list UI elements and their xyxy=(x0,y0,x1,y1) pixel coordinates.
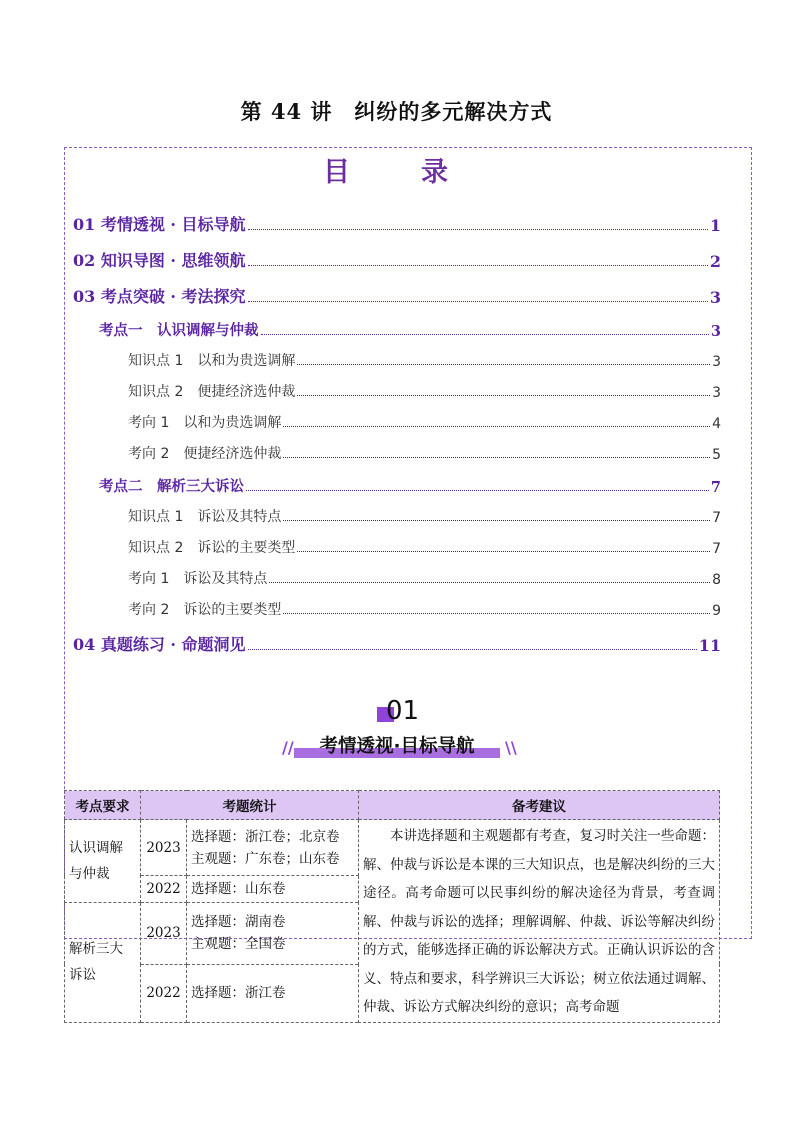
stats-line: 选择题：浙江卷；北京卷 xyxy=(191,828,340,845)
toc-leader xyxy=(269,581,710,583)
toc-item-page: 2 xyxy=(709,252,721,271)
exam-requirements-table xyxy=(64,790,720,1023)
toc-leader xyxy=(283,612,710,614)
year-cell: 2022 xyxy=(141,876,187,903)
toc-item-section-03[interactable] xyxy=(73,284,721,307)
year-cell: 2023 xyxy=(141,903,187,965)
document-title: 第 44 讲 纠纷的多元解决方式 xyxy=(240,99,553,124)
stats-line: 选择题：浙江卷 xyxy=(191,985,286,1001)
toc-item-label: 04 真题练习 · 命题洞见 xyxy=(73,635,246,654)
slash-decoration-right: \\ xyxy=(505,738,517,757)
topic-cell: 认识调解与仲裁 xyxy=(65,820,141,903)
toc-item-direction-2-2[interactable] xyxy=(128,599,721,619)
toc-item-page: 3 xyxy=(709,288,721,307)
toc-item-page: 3 xyxy=(712,385,721,401)
toc-item-label: 03 考点突破 · 考法探究 xyxy=(73,287,246,306)
toc-item-topic-1[interactable] xyxy=(99,319,721,340)
toc-leader xyxy=(297,363,710,365)
header-cell: 考题统计 xyxy=(141,791,359,820)
toc-item-label: 考点二 解析三大诉讼 xyxy=(99,478,244,495)
toc-leader xyxy=(297,394,710,396)
toc-leader xyxy=(246,489,709,491)
toc-leader xyxy=(283,456,710,458)
toc-item-page: 11 xyxy=(698,636,721,655)
toc-item-label: 考向 2 诉讼的主要类型 xyxy=(128,602,282,618)
section-title: 考情透视·目标导航 xyxy=(319,736,475,757)
toc-item-section-04[interactable] xyxy=(73,632,721,655)
toc-item-knowledge-2-2[interactable] xyxy=(128,537,721,557)
table-header-row xyxy=(65,791,720,820)
toc-item-page: 8 xyxy=(712,572,721,588)
toc-leader xyxy=(283,519,710,521)
toc-item-page: 9 xyxy=(712,603,721,619)
toc-item-direction-2-1[interactable] xyxy=(128,568,721,588)
section-number: 01 xyxy=(386,696,420,726)
toc-item-label: 知识点 2 便捷经济选仲裁 xyxy=(128,384,296,400)
year-cell: 2022 xyxy=(141,964,187,1022)
header-cell: 备考建议 xyxy=(359,791,720,820)
topic-cell: 解析三大诉讼 xyxy=(65,903,141,1023)
stats-cell xyxy=(187,876,359,903)
toc-item-knowledge-2-1[interactable] xyxy=(128,506,721,526)
section-number-badge xyxy=(377,696,420,726)
stats-cell xyxy=(187,964,359,1022)
stats-cell xyxy=(187,820,359,876)
toc-leader xyxy=(261,333,709,335)
toc-item-label: 知识点 1 诉讼及其特点 xyxy=(128,509,282,525)
section-title-badge xyxy=(290,732,504,760)
toc-item-knowledge-1-2[interactable] xyxy=(128,381,721,401)
toc-leader xyxy=(248,228,708,230)
toc-item-section-02[interactable] xyxy=(73,248,721,271)
table-row xyxy=(65,820,720,876)
toc-item-page: 5 xyxy=(712,447,721,463)
stats-line: 选择题：山东卷 xyxy=(191,881,286,897)
toc-item-page: 3 xyxy=(712,354,721,370)
toc-item-page: 7 xyxy=(712,510,721,526)
toc-item-label: 01 考情透视 · 目标导航 xyxy=(73,215,246,234)
toc-leader xyxy=(283,425,710,427)
toc-item-knowledge-1-1[interactable] xyxy=(128,350,721,370)
advice-cell: 本讲选择题和主观题都有考查，复习时关注一些命题：解、仲裁与诉讼是本课的三大知识点，也是解决纠纷的三大途径。高考命题可以民事纠纷的解决途径为背景，考查调解、仲裁与诉讼的选择；理解调解、仲裁、诉讼等解决纠纷的方式，能够选择正确的诉讼解决方式。正确认识诉讼的含义、特点和要求，科学辨识三大诉讼；树立依法通过调解、仲裁、诉讼方式解决纠纷的意识；高考命题 xyxy=(359,820,720,1023)
stats-cell xyxy=(187,903,359,965)
toc-item-page: 7 xyxy=(712,541,721,557)
toc-leader xyxy=(248,648,697,650)
toc-item-label: 考向 1 诉讼及其特点 xyxy=(128,571,268,587)
toc-item-label: 知识点 2 诉讼的主要类型 xyxy=(128,540,296,556)
toc-item-direction-1-1[interactable] xyxy=(128,412,721,432)
toc-item-page: 3 xyxy=(710,323,721,340)
header-cell: 考点要求 xyxy=(65,791,141,820)
toc-item-label: 考向 2 便捷经济选仲裁 xyxy=(128,446,282,462)
toc-leader xyxy=(248,300,708,302)
toc-item-label: 02 知识导图 · 思维领航 xyxy=(73,251,246,270)
toc-item-label: 知识点 1 以和为贵选调解 xyxy=(128,353,296,369)
toc-item-direction-1-2[interactable] xyxy=(128,443,721,463)
toc-heading: 目 录 xyxy=(323,157,470,188)
toc-item-label: 考向 1 以和为贵选调解 xyxy=(128,415,282,431)
toc-item-page: 1 xyxy=(709,216,721,235)
slash-decoration-left: // xyxy=(282,738,294,757)
toc-item-page: 7 xyxy=(710,479,721,496)
year-cell: 2023 xyxy=(141,820,187,876)
toc-item-page: 4 xyxy=(712,416,721,432)
toc-item-label: 考点一 认识调解与仲裁 xyxy=(99,322,259,339)
toc-item-topic-2[interactable] xyxy=(99,475,721,496)
stats-line: 选择题：湖南卷 xyxy=(191,914,286,931)
toc-leader xyxy=(248,264,708,266)
stats-line: 主观题：全国卷 xyxy=(191,936,286,953)
toc-leader xyxy=(297,550,710,552)
toc-item-section-01[interactable] xyxy=(73,212,721,235)
stats-line: 主观题：广东卷；山东卷 xyxy=(191,850,340,867)
